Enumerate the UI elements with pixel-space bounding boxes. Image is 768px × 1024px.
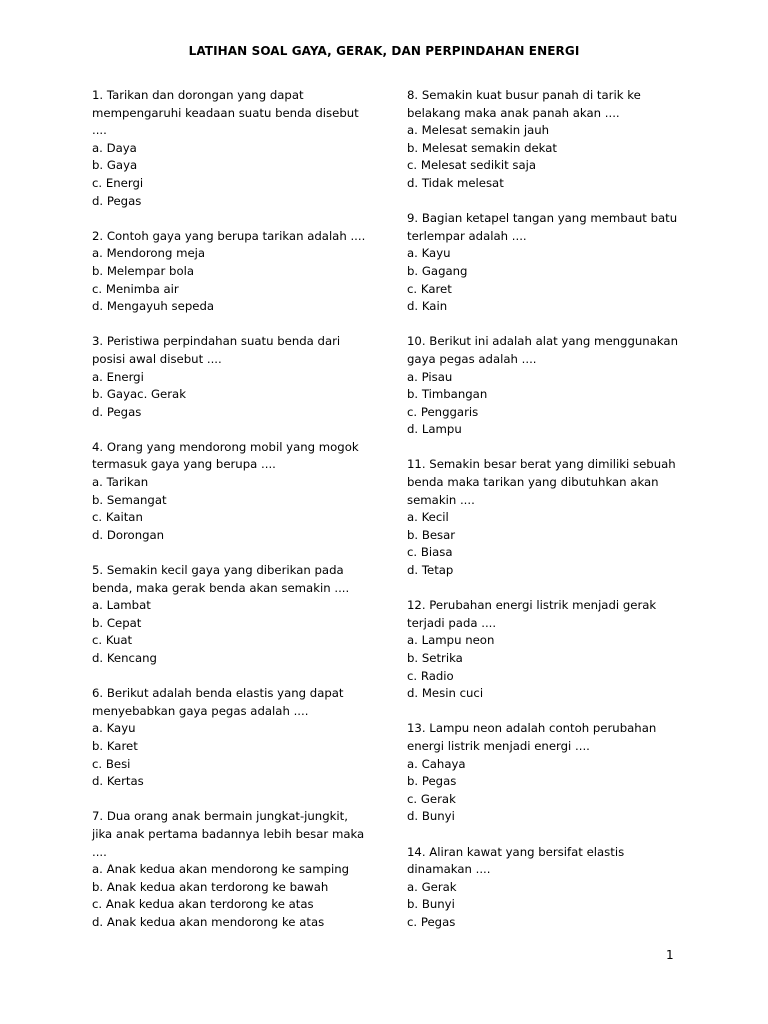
answer-option: c. Pegas xyxy=(407,914,456,929)
answer-option: d. Bunyi xyxy=(407,809,455,824)
answer-option: c. Melesat sedikit saja xyxy=(407,158,537,173)
answer-option: a. Tarikan xyxy=(92,475,149,490)
question-text-line: 4. Orang yang mendorong mobil yang mogok xyxy=(92,439,359,454)
answer-option: a. Pisau xyxy=(407,369,453,384)
answer-option: a. Gerak xyxy=(407,879,457,894)
question-text-line: 3. Peristiwa perpindahan suatu benda dari xyxy=(92,334,341,349)
question-text-line: 2. Contoh gaya yang berupa tarikan adalah .... xyxy=(92,228,366,243)
question-text-line: belakang maka anak panah akan .... xyxy=(407,105,620,120)
answer-option: a. Daya xyxy=(92,140,137,155)
answer-option: d. Mengayuh sepeda xyxy=(92,299,215,314)
answer-option: b. Anak kedua akan terdorong ke bawah xyxy=(92,879,329,894)
question-text-line: 11. Semakin besar berat yang dimiliki sebuah xyxy=(407,457,676,472)
question-block xyxy=(92,87,382,210)
answer-option: a. Anak kedua akan mendorong ke samping xyxy=(92,862,350,877)
answer-option: d. Anak kedua akan mendorong ke atas xyxy=(92,914,325,929)
answer-option: b. Melempar bola xyxy=(92,263,195,278)
question-block xyxy=(92,685,382,791)
answer-option: b. Karet xyxy=(92,738,138,753)
answer-option: c. Kuat xyxy=(92,633,133,648)
question-text-line: 14. Aliran kawat yang bersifat elastis xyxy=(407,844,625,859)
answer-option: a. Mendorong meja xyxy=(92,246,206,261)
question-text-line: mempengaruhi keadaan suatu benda disebut xyxy=(92,105,359,120)
answer-option: c. Radio xyxy=(407,668,454,683)
answer-option: a. Lampu neon xyxy=(407,633,495,648)
question-text-line: 5. Semakin kecil gaya yang diberikan pada xyxy=(92,563,344,578)
question-text-line: 9. Bagian ketapel tangan yang membaut batu xyxy=(407,211,678,226)
question-text-line: 7. Dua orang anak bermain jungkat-jungkit, xyxy=(92,809,348,824)
answer-option: b. Besar xyxy=(407,527,456,542)
question-block xyxy=(92,808,382,931)
answer-option: b. Gagang xyxy=(407,263,468,278)
question-block xyxy=(92,562,382,668)
answer-option: a. Kayu xyxy=(407,246,451,261)
answer-option: c. Energi xyxy=(92,175,144,190)
answer-option: a. Lambat xyxy=(92,598,151,613)
answer-option: b. Setrika xyxy=(407,651,463,665)
question-text-line: .... xyxy=(92,123,107,138)
question-text-line: 6. Berikut adalah benda elastis yang dapat xyxy=(92,686,344,701)
question-text-line: semakin .... xyxy=(407,492,475,507)
answer-option: a. Kayu xyxy=(92,721,136,736)
question-text-line: 8. Semakin kuat busur panah di tarik ke xyxy=(407,88,641,102)
document-title: LATIHAN SOAL GAYA, GERAK, DAN PERPINDAHAN ENERGI xyxy=(188,44,580,58)
question-block xyxy=(92,228,382,316)
right-question-column xyxy=(407,87,697,949)
question-block xyxy=(92,333,382,421)
answer-option: b. Gayac. Gerak xyxy=(92,387,186,402)
question-text-line: gaya pegas adalah .... xyxy=(407,351,537,366)
question-block xyxy=(407,210,697,316)
answer-option: b. Cepat xyxy=(92,615,142,630)
question-text-line: benda maka tarikan yang dibutuhkan akan xyxy=(407,475,659,490)
question-text-line: benda, maka gerak benda akan semakin .... xyxy=(92,580,350,595)
answer-option: a. Kecil xyxy=(407,510,449,525)
answer-option: a. Cahaya xyxy=(407,756,466,771)
answer-option: a. Melesat semakin jauh xyxy=(407,123,550,138)
left-question-column xyxy=(92,87,382,949)
answer-option: b. Gaya xyxy=(92,158,138,173)
answer-option: d. Dorongan xyxy=(92,527,165,542)
answer-option: a. Energi xyxy=(92,369,144,384)
answer-option: c. Karet xyxy=(407,281,452,296)
answer-option: d. Lampu xyxy=(407,422,462,437)
question-block xyxy=(407,333,697,439)
question-text-line: termasuk gaya yang berupa .... xyxy=(92,457,276,472)
question-text-line: energi listrik menjadi energi .... xyxy=(407,738,590,753)
question-text-line: 12. Perubahan energi listrik menjadi gerak xyxy=(407,598,657,613)
answer-option: d. Kertas xyxy=(92,774,144,789)
answer-option: d. Pegas xyxy=(92,404,142,419)
answer-option: d. Kencang xyxy=(92,651,157,665)
answer-option: c. Besi xyxy=(92,756,131,771)
question-text-line: posisi awal disebut .... xyxy=(92,351,222,366)
question-text-line: .... xyxy=(92,844,107,859)
answer-option: b. Timbangan xyxy=(407,387,488,402)
question-block xyxy=(407,597,697,703)
question-text-line: terjadi pada .... xyxy=(407,615,497,630)
answer-option: c. Biasa xyxy=(407,545,453,560)
answer-option: c. Penggaris xyxy=(407,404,479,419)
question-block xyxy=(407,844,697,932)
answer-option: b. Pegas xyxy=(407,774,457,789)
answer-option: d. Mesin cuci xyxy=(407,686,484,701)
question-block xyxy=(407,87,697,193)
answer-option: c. Gerak xyxy=(407,791,456,806)
answer-option: d. Tidak melesat xyxy=(407,175,504,190)
question-text-line: jika anak pertama badannya lebih besar maka xyxy=(92,826,365,841)
answer-option: d. Kain xyxy=(407,299,448,314)
answer-option: c. Anak kedua akan terdorong ke atas xyxy=(92,897,314,912)
answer-option: b. Bunyi xyxy=(407,897,455,912)
question-block xyxy=(407,456,697,579)
question-text-line: 1. Tarikan dan dorongan yang dapat xyxy=(92,88,304,102)
question-text-line: terlempar adalah .... xyxy=(407,228,527,243)
answer-option: d. Tetap xyxy=(407,563,454,578)
answer-option: d. Pegas xyxy=(92,193,142,208)
answer-option: c. Kaitan xyxy=(92,510,143,525)
question-block xyxy=(407,720,697,826)
page-number: 1 xyxy=(666,948,674,962)
answer-option: c. Menimba air xyxy=(92,281,179,296)
question-text-line: dinamakan .... xyxy=(407,862,491,877)
question-text-line: 13. Lampu neon adalah contoh perubahan xyxy=(407,721,657,736)
question-text-line: menyebabkan gaya pegas adalah .... xyxy=(92,703,309,718)
question-text-line: 10. Berikut ini adalah alat yang menggunakan xyxy=(407,334,678,349)
answer-option: b. Melesat semakin dekat xyxy=(407,140,557,155)
answer-option: b. Semangat xyxy=(92,492,167,507)
question-block xyxy=(92,439,382,545)
